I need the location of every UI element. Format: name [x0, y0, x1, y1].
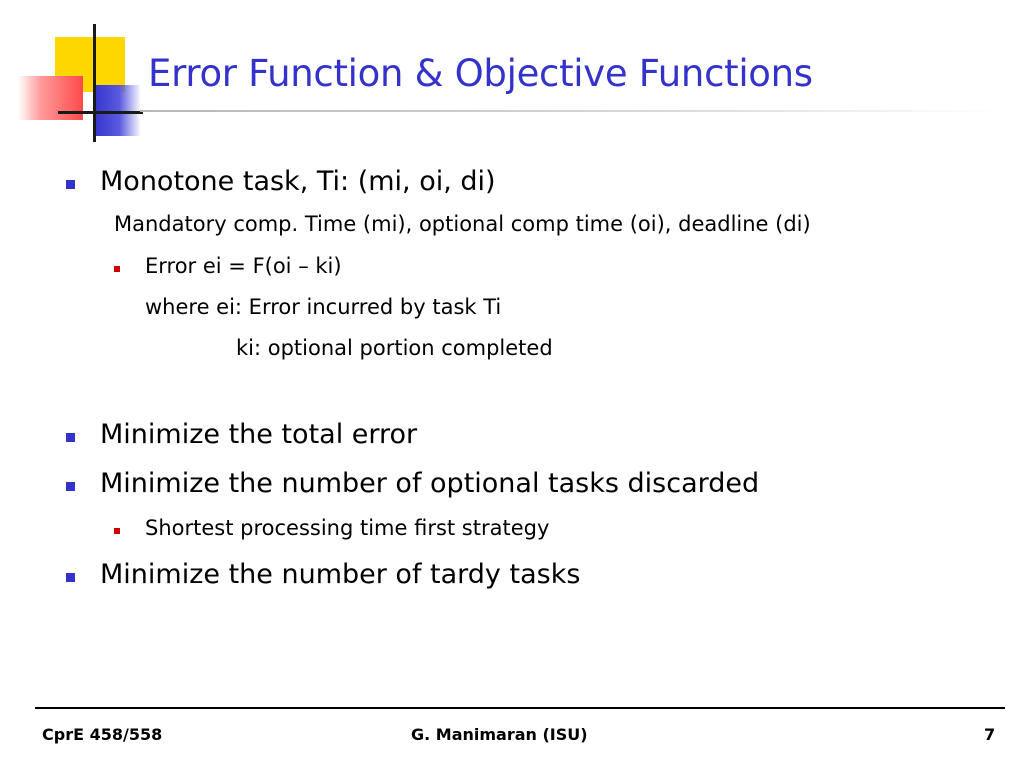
logo-horizontal-line [58, 111, 143, 114]
sub-bullet-text-error: Error ei = F(oi – ki) [145, 254, 342, 278]
bullet-text-3: Minimize the number of optional tasks discarded [100, 468, 760, 499]
slide-logo [0, 0, 150, 150]
footer-author: G. Manimaran (ISU) [411, 725, 588, 744]
bullet-text-2: Minimize the total error [100, 419, 418, 450]
title-underline [140, 110, 1000, 112]
footer-course: CprE 458/558 [42, 725, 163, 744]
sub-bullet-icon [114, 528, 120, 534]
footer-page-number: 7 [984, 725, 996, 744]
footer-rule [35, 707, 1005, 709]
bullet-icon [66, 433, 75, 442]
sub-bullet-continuation-2: ki: optional portion completed [236, 336, 553, 360]
bullet-icon [66, 482, 75, 491]
bullet-icon [66, 573, 75, 582]
bullet-text-4: Minimize the number of tardy tasks [100, 559, 581, 590]
bullet-text-1: Monotone task, Ti: (mi, oi, di) [100, 166, 496, 197]
logo-vertical-line [93, 24, 96, 142]
bullet-icon [66, 180, 75, 189]
bullet-subtext-1: Mandatory comp. Time (mi), optional comp time (oi), deadline (di) [114, 212, 811, 236]
sub-bullet-continuation-1: where ei: Error incurred by task Ti [145, 295, 502, 319]
sub-bullet-icon [114, 266, 120, 272]
sub-bullet-text-strategy: Shortest processing time first strategy [145, 516, 550, 540]
slide-title: Error Function & Objective Functions [148, 52, 813, 95]
